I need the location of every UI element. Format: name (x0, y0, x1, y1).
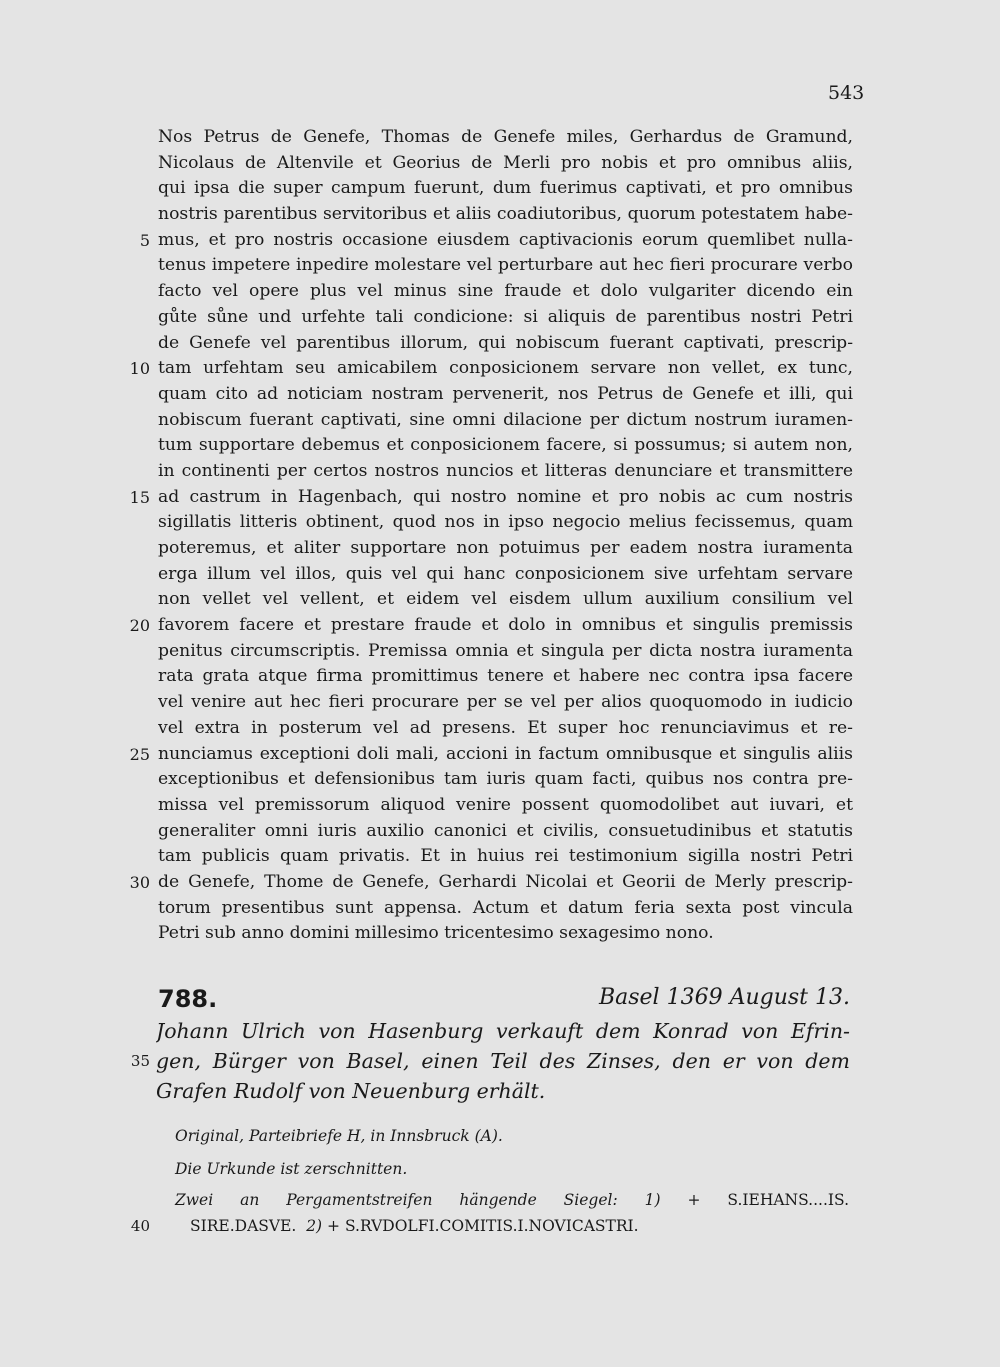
text-line (0, 510, 1000, 536)
line-number: 5 (139, 230, 150, 250)
seal-2-label: 2) (306, 1217, 323, 1235)
text-line (0, 742, 1000, 768)
summary-line (0, 1016, 1000, 1046)
seal-line-text (190, 1213, 639, 1239)
text-line (0, 664, 1000, 690)
line-text: quam cito ad noticiam nostram pervenerit, nos Petrus de Genefe et illi, qui (158, 383, 853, 404)
line-text: Petri sub anno domini millesimo tricentesimo sexagesimo nono. (158, 923, 714, 944)
text-line (0, 613, 1000, 639)
line-text: tenus impetere inpedire molestare vel perturbare aut hec fieri procurare verbo (158, 255, 853, 276)
line-number: 35 (130, 1052, 150, 1070)
line-text: exceptionibus et defensionibus tam iuris quam facti, quibus nos contra pre- (158, 769, 853, 790)
text-line (0, 228, 1000, 254)
text-line (0, 202, 1000, 228)
seal-1-inscription-cont: SIRE.DASVE. (190, 1217, 297, 1235)
text-line (0, 433, 1000, 459)
seal-line (0, 1187, 1000, 1213)
text-line (0, 459, 1000, 485)
text-line (0, 562, 1000, 588)
text-line (0, 819, 1000, 845)
document-summary (0, 1016, 1000, 1106)
seal-description (0, 1187, 1000, 1239)
line-text: nunciamus exceptioni doli mali, accioni in factum omnibusque et singulis aliis (158, 743, 853, 764)
summary-text: Grafen Rudolf von Neuenburg erhält. (156, 1079, 546, 1103)
line-text: nobiscum fuerant captivati, sine omni dilacione per dictum nostrum iuramen- (158, 409, 853, 430)
document-date: Basel 1369 August 13. (598, 985, 850, 1010)
line-text: qui ipsa die super campum fuerunt, dum fuerimus captivati, et pro omnibus (158, 178, 853, 199)
summary-text: Johann Ulrich von Hasenburg verkauft dem Konrad von Efrin- (156, 1019, 850, 1043)
source-note (0, 1120, 1000, 1153)
line-text: non vellet vel vellent, et eidem vel eisdem ullum auxilium consilium vel (158, 589, 853, 610)
line-number: 25 (129, 744, 150, 764)
condition-note (0, 1153, 1000, 1186)
line-text: rata grata atque firma promittimus tenere et habere nec contra ipsa facere (158, 666, 853, 687)
summary-line (0, 1076, 1000, 1106)
seal-line (0, 1213, 1000, 1239)
text-line (0, 151, 1000, 177)
line-text: favorem facere et prestare fraude et dolo in omnibus et singulis premissis (158, 615, 853, 636)
line-text: tam urfehtam seu amicabilem conposicionem servare non vellet, ex tunc, (158, 358, 853, 379)
line-text: facto vel opere plus vel minus sine fraude et dolo vulgariter dicendo ein (158, 281, 853, 302)
line-text: nostris parentibus servitoribus et aliis coadiutoribus, quorum potestatem habe- (158, 204, 853, 225)
text-line (0, 279, 1000, 305)
document-notes (0, 1120, 1000, 1186)
line-text: sigillatis litteris obtinent, quod nos in ipso negocio melius fecissemus, quam (158, 512, 853, 533)
seal-intro: Zwei an Pergamentstreifen hängende Siegel: 1) (175, 1191, 661, 1209)
summary-line (0, 1046, 1000, 1076)
line-text: mus, et pro nostris occasione eiusdem captivacionis eorum quemlibet nulla- (158, 229, 853, 250)
line-text: tam publicis quam privatis. Et in huius rei testimonium sigilla nostri Petri (158, 846, 853, 867)
seal-1-inscription: + S.IEHANS....IS. (687, 1191, 849, 1209)
text-line (0, 382, 1000, 408)
text-line (0, 331, 1000, 357)
text-line (0, 176, 1000, 202)
line-text: vel venire aut hec fieri procurare per se vel per alios quoquomodo in iudicio (158, 692, 853, 713)
document-number: 788. (158, 985, 218, 1013)
text-line (0, 253, 1000, 279)
line-text: missa vel premissorum aliquod venire possent quomodolibet aut iuvari, et (158, 794, 853, 815)
line-text: gůte sůne und urfehte tali condicione: si aliquis de parentibus nostri Petri (158, 306, 853, 327)
line-text: Nicolaus de Altenvile et Georius de Merli pro nobis et pro omnibus aliis, (158, 152, 853, 173)
text-line (0, 305, 1000, 331)
text-line (0, 793, 1000, 819)
line-text: penitus circumscriptis. Premissa omnia et singula per dicta nostra iuramenta (158, 640, 853, 661)
condition-note-text: Die Urkunde ist zerschnitten. (175, 1160, 408, 1178)
text-line (0, 767, 1000, 793)
line-text: torum presentibus sunt appensa. Actum et datum feria sexta post vincula (158, 897, 853, 918)
line-text: vel extra in posterum vel ad presens. Et super hoc renunciavimus et re- (158, 717, 853, 738)
text-line (0, 536, 1000, 562)
text-line (0, 870, 1000, 896)
page-number: 543 (828, 82, 865, 104)
seal-2-inscription: + S.RVDOLFI.COMITIS.I.NOVICASTRI. (327, 1217, 639, 1235)
line-text: de Genefe, Thome de Genefe, Gerhardi Nicolai et Georii de Merly prescrip- (158, 871, 853, 892)
summary-text: gen, Bürger von Basel, einen Teil des Zinses, den er von dem (156, 1049, 850, 1073)
text-line (0, 125, 1000, 151)
text-line (0, 639, 1000, 665)
line-number: 10 (129, 359, 150, 379)
text-line (0, 485, 1000, 511)
text-line (0, 896, 1000, 922)
body-text (0, 125, 1000, 947)
line-text: erga illum vel illos, quis vel qui hanc conposicionem sive urfehtam servare (158, 563, 853, 584)
line-text: generaliter omni iuris auxilio canonici et civilis, consuetudinibus et statutis (158, 820, 853, 841)
line-text: tum supportare debemus et conposicionem facere, si possumus; si autem non, (158, 435, 853, 456)
text-line (0, 844, 1000, 870)
line-text: poteremus, et aliter supportare non potuimus per eadem nostra iuramenta (158, 538, 853, 558)
seal-line-text (175, 1187, 849, 1213)
line-text: de Genefe vel parentibus illorum, qui nobiscum fuerant captivati, prescrip- (158, 332, 853, 353)
document-header (158, 985, 850, 1019)
text-line (0, 716, 1000, 742)
line-number: 40 (130, 1217, 150, 1235)
line-number: 30 (129, 872, 150, 892)
text-line (0, 587, 1000, 613)
text-line (0, 356, 1000, 382)
source-note-text: Original, Parteibriefe H, in Innsbruck (A). (175, 1127, 503, 1145)
line-number: 15 (129, 487, 150, 507)
text-line (0, 921, 1000, 947)
line-text: ad castrum in Hagenbach, qui nostro nomine et pro nobis ac cum nostris (158, 486, 853, 507)
line-text: Nos Petrus de Genefe, Thomas de Genefe miles, Gerhardus de Gramund, (158, 127, 853, 147)
line-number: 20 (129, 616, 150, 636)
text-line (0, 690, 1000, 716)
text-line (0, 408, 1000, 434)
line-text: in continenti per certos nostros nuncios et litteras denunciare et transmittere (158, 460, 853, 481)
